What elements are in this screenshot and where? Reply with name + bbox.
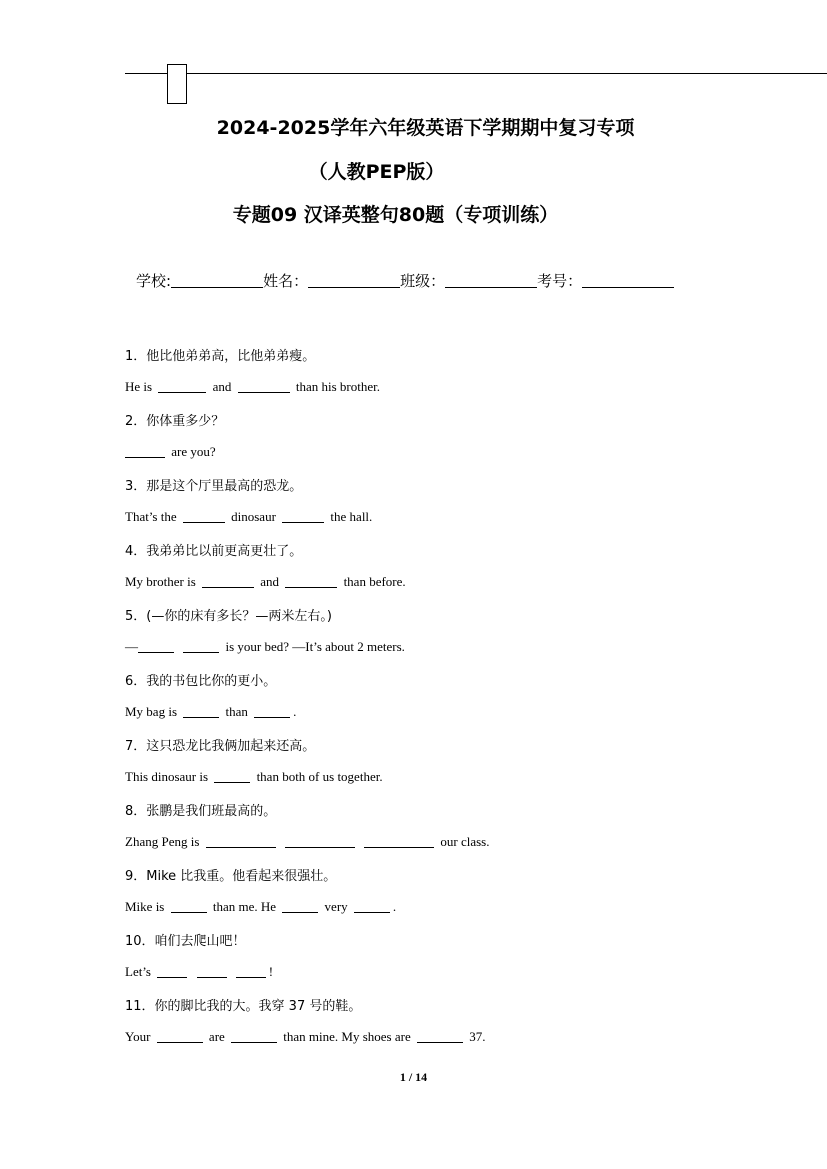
answer-text: our class. (440, 834, 490, 849)
answer-text: . (392, 899, 397, 914)
answer-blank[interactable] (171, 900, 207, 913)
page-number: 1 / 14 (399, 1070, 428, 1084)
answer-line-6 (125, 704, 296, 720)
answer-text: dinosaur (231, 509, 276, 524)
answer-text: than mine. My shoes are (283, 1029, 411, 1044)
question-10: 10．咱们去爬山吧！ (125, 934, 246, 949)
answer-text: Zhang Peng is (125, 834, 200, 849)
question-9: 9．Mike 比我重。他看起来很强壮。 (125, 869, 337, 884)
question-2: 2．你体重多少？ (125, 414, 225, 429)
answer-text: Your (125, 1029, 151, 1044)
answer-blank[interactable] (157, 965, 187, 978)
answer-text: very (324, 899, 348, 914)
answer-blank[interactable] (157, 1030, 203, 1043)
answer-blank[interactable] (285, 575, 337, 588)
question-6: 6．我的书包比你的更小。 (125, 674, 277, 689)
answer-blank[interactable] (183, 640, 219, 653)
answer-text: than both of us together. (256, 769, 383, 784)
answer-blank[interactable] (254, 705, 290, 718)
answer-blank[interactable] (354, 900, 390, 913)
answer-text: Mike is (125, 899, 165, 914)
answer-text: This dinosaur is (125, 769, 209, 784)
question-5: 5．(—你的床有多长？—两米左右。) (125, 609, 332, 624)
answer-text: ! (268, 964, 274, 979)
answer-blank[interactable] (236, 965, 266, 978)
answer-text: . (293, 704, 297, 719)
answer-blank[interactable] (125, 445, 165, 458)
answer-text: He is (125, 379, 153, 394)
question-11: 11．你的脚比我的大。我穿 37 号的鞋。 (125, 999, 362, 1014)
school-label: 学校: (136, 272, 172, 290)
answer-text: than me. He (212, 899, 277, 914)
answer-text: than his brother. (295, 379, 381, 394)
name-field[interactable] (308, 272, 400, 288)
class-field[interactable] (445, 272, 537, 288)
class-label: 班级： (400, 272, 446, 290)
question-8: 8．张鹏是我们班最高的。 (125, 804, 277, 819)
answer-text: and (212, 379, 232, 394)
answer-text: than (225, 704, 248, 719)
answer-text: are you? (171, 444, 216, 459)
answer-line-3 (125, 509, 372, 525)
answer-text: My bag is (125, 704, 177, 719)
answer-text: are (208, 1029, 225, 1044)
number-field[interactable] (582, 272, 674, 288)
answer-blank[interactable] (282, 900, 318, 913)
answer-text: 37. (469, 1029, 486, 1044)
question-4: 4．我弟弟比以前更高更壮了。 (125, 544, 303, 559)
answer-text: than before. (343, 574, 406, 589)
answer-line-9 (125, 899, 396, 915)
answer-blank[interactable] (183, 510, 225, 523)
answer-blank[interactable] (417, 1030, 463, 1043)
question-7: 7．这只恐龙比我俩加起来还高。 (125, 739, 316, 754)
doc-edition: （人教PEP版） (308, 161, 445, 183)
answer-blank[interactable] (364, 835, 434, 848)
question-1: 1．他比他弟弟高，比他弟弟瘦。 (125, 349, 316, 364)
answer-text: That’s the (125, 509, 177, 524)
answer-line-11 (125, 1029, 486, 1045)
header-rule (125, 73, 827, 74)
answer-line-7 (125, 769, 383, 785)
answer-text: the hall. (330, 509, 373, 524)
doc-title: 2024-2025学年六年级英语下学期期中复习专项 (216, 117, 635, 139)
answer-line-1 (125, 379, 380, 395)
answer-text: — (125, 639, 138, 654)
answer-blank[interactable] (238, 380, 290, 393)
answer-blank[interactable] (202, 575, 254, 588)
question-3: 3．那是这个厅里最高的恐龙。 (125, 479, 303, 494)
answer-line-10 (125, 964, 273, 980)
student-info-row (136, 270, 674, 291)
answer-blank[interactable] (138, 640, 174, 653)
answer-blank[interactable] (183, 705, 219, 718)
name-label: 姓名： (263, 272, 309, 290)
answer-line-4 (125, 574, 406, 590)
answer-blank[interactable] (206, 835, 276, 848)
answer-blank[interactable] (285, 835, 355, 848)
answer-line-8 (125, 834, 490, 850)
answer-text: is your bed? —It’s about 2 meters. (225, 639, 405, 654)
answer-blank[interactable] (214, 770, 250, 783)
number-label: 考号： (537, 272, 583, 290)
answer-blank[interactable] (197, 965, 227, 978)
answer-blank[interactable] (282, 510, 324, 523)
answer-blank[interactable] (158, 380, 206, 393)
answer-line-2 (125, 444, 216, 460)
answer-text: Let’s (125, 964, 151, 979)
answer-text: and (260, 574, 280, 589)
school-field[interactable] (171, 272, 263, 288)
header-marker-box (167, 64, 187, 104)
answer-text: My brother is (125, 574, 196, 589)
doc-subtitle: 专题09 汉译英整句80题（专项训练） (232, 204, 559, 226)
answer-line-5 (125, 639, 405, 655)
answer-blank[interactable] (231, 1030, 277, 1043)
